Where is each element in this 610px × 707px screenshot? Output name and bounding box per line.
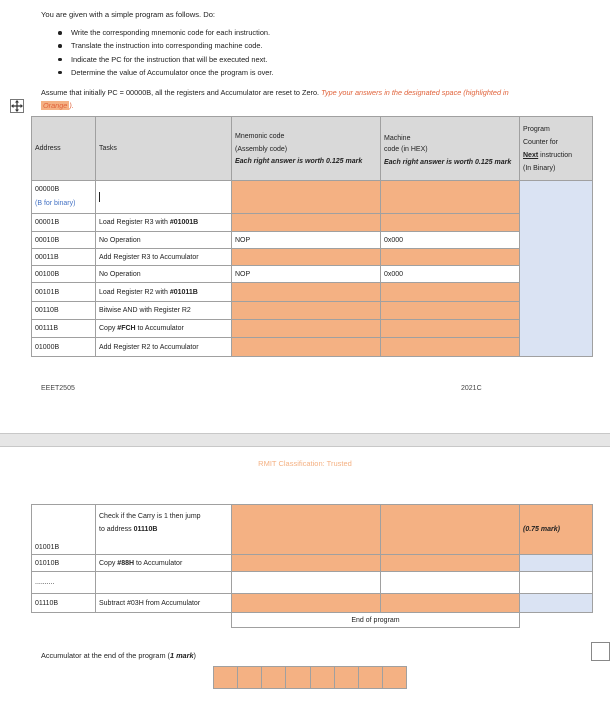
header-mnemonic xyxy=(232,117,381,181)
bullet-item: Translate the instruction into corresponding machine code. xyxy=(58,39,274,52)
address-cell: 00111B xyxy=(32,320,96,338)
address-cell: 00101B xyxy=(32,283,96,302)
table-row xyxy=(32,266,593,283)
program-table xyxy=(31,116,593,357)
table-row xyxy=(32,572,593,594)
header-mnemonic-line2: (Assembly code) xyxy=(235,146,288,153)
accumulator-bit-cell[interactable] xyxy=(262,667,286,688)
address-cell: 00011B xyxy=(32,249,96,266)
accumulator-answer-box[interactable] xyxy=(213,666,407,689)
table-row xyxy=(32,555,593,572)
empty-cell xyxy=(520,613,593,628)
table-row xyxy=(32,181,593,214)
address-cell: 00100B xyxy=(32,266,96,283)
address-cell: 01000B xyxy=(32,338,96,357)
mnemonic-answer-cell[interactable] xyxy=(232,302,381,320)
bullet-item: Determine the value of Accumulator once the program is over. xyxy=(58,66,274,79)
mnemonic-answer-cell[interactable] xyxy=(232,320,381,338)
task-cell: Add Register R3 to Accumulator xyxy=(96,249,232,266)
empty-cell xyxy=(96,613,232,628)
empty-cell xyxy=(520,572,593,594)
mnemonic-value: NOP xyxy=(232,266,381,283)
accumulator-bit-cell[interactable] xyxy=(214,667,238,688)
address-cell: 00110B xyxy=(32,302,96,320)
address-ellipsis: .......... xyxy=(32,572,96,594)
machine-answer-cell[interactable] xyxy=(381,302,520,320)
footer-semester: 2021C xyxy=(461,385,482,392)
table-move-handle-icon[interactable] xyxy=(10,99,24,113)
table-row xyxy=(32,613,593,628)
assumption-text xyxy=(41,86,586,112)
address-cell: 00001B xyxy=(32,214,96,232)
header-pc-next: Next xyxy=(523,151,539,159)
header-machine-worth: Each right answer is worth 0.125 mark xyxy=(384,159,512,166)
table-row xyxy=(32,214,593,232)
table-row xyxy=(32,232,593,249)
mnemonic-answer-cell[interactable] xyxy=(232,214,381,232)
accumulator-bit-cell[interactable] xyxy=(383,667,406,688)
header-pc-line4: (In Binary) xyxy=(523,164,556,172)
table-row xyxy=(32,594,593,613)
machine-answer-cell[interactable] xyxy=(381,320,520,338)
document-page-2 xyxy=(0,447,610,707)
header-pc-line3: instruction xyxy=(540,151,573,159)
empty-cell xyxy=(381,572,520,594)
pc-answer-cell[interactable] xyxy=(520,505,593,555)
mnemonic-answer-cell[interactable] xyxy=(232,181,381,214)
binary-note: (B for binary) xyxy=(35,200,76,207)
header-mnemonic-worth: Each right answer is worth 0.125 mark xyxy=(235,158,363,165)
mnemonic-answer-cell[interactable] xyxy=(232,283,381,302)
mnemonic-answer-cell[interactable] xyxy=(232,505,381,555)
header-machine-line2: code (in HEX) xyxy=(384,146,428,153)
table-row xyxy=(32,505,593,555)
header-address: Address xyxy=(32,117,96,181)
classification-label: RMIT Classification: Trusted xyxy=(258,459,352,468)
task-cell: Subtract #03H from Accumulator xyxy=(96,594,232,613)
task-cell: Copy #FCH to Accumulator xyxy=(96,320,232,338)
task-cell: Check if the Carry is 1 then jump to address 01110B xyxy=(96,505,232,555)
machine-answer-cell[interactable] xyxy=(381,505,520,555)
task-cell: Copy #88H to Accumulator xyxy=(96,555,232,572)
mnemonic-answer-cell[interactable] xyxy=(232,594,381,613)
table-row xyxy=(32,249,593,266)
mnemonic-answer-cell[interactable] xyxy=(232,555,381,572)
instruction-list xyxy=(58,26,274,79)
machine-answer-cell[interactable] xyxy=(381,181,520,214)
page-break xyxy=(0,433,610,447)
accumulator-label: Accumulator at the end of the program (1 mark) xyxy=(41,651,196,660)
machine-value: 0x000 xyxy=(381,232,520,249)
end-of-program: End of program xyxy=(232,613,520,628)
table-row xyxy=(32,320,593,338)
footer-course-code: EEET2505 xyxy=(41,385,75,392)
header-machine xyxy=(381,117,520,181)
bullet-item: Write the corresponding mnemonic code for each instruction. xyxy=(58,26,274,39)
header-tasks: Tasks xyxy=(96,117,232,181)
address-cell: 01001B xyxy=(32,505,96,555)
task-cell: Load Register R2 with #01011B xyxy=(96,283,232,302)
header-pc-line1: Program xyxy=(523,125,550,133)
task-cell: No Operation xyxy=(96,266,232,283)
pc-answer-cell[interactable] xyxy=(520,181,593,357)
mnemonic-answer-cell[interactable] xyxy=(232,249,381,266)
bullet-item: Indicate the PC for the instruction that will be executed next. xyxy=(58,53,274,66)
table-row xyxy=(32,283,593,302)
text-cursor xyxy=(99,192,100,202)
orange-word: Orange xyxy=(43,101,68,110)
machine-value: 0x000 xyxy=(381,266,520,283)
empty-cell xyxy=(232,572,381,594)
accumulator-bit-cell[interactable] xyxy=(359,667,383,688)
machine-answer-cell[interactable] xyxy=(381,594,520,613)
accumulator-bit-cell[interactable] xyxy=(286,667,310,688)
task-cell: No Operation xyxy=(96,232,232,249)
mnemonic-value: NOP xyxy=(232,232,381,249)
task-cell xyxy=(96,572,232,594)
machine-answer-cell[interactable] xyxy=(381,283,520,302)
pc-mark-label: (0.75 mark) xyxy=(523,526,560,533)
table-row xyxy=(32,338,593,357)
task-cell: Add Register R2 to Accumulator xyxy=(96,338,232,357)
machine-answer-cell[interactable] xyxy=(381,214,520,232)
mnemonic-answer-cell[interactable] xyxy=(232,338,381,357)
empty-cell xyxy=(32,613,96,628)
task-cell: Bitwise AND with Register R2 xyxy=(96,302,232,320)
accumulator-bit-cell[interactable] xyxy=(311,667,335,688)
address-cell: 00010B xyxy=(32,232,96,249)
task-cell: Load Register R3 with #01001B xyxy=(96,214,232,232)
address-cell: 01110B xyxy=(32,594,96,613)
assumption-plain: Assume that initially PC = 00000B, all the registers and Accumulator are reset to Zero. xyxy=(41,88,322,97)
table-header-row xyxy=(32,117,593,181)
accumulator-bit-cell[interactable] xyxy=(335,667,359,688)
machine-answer-cell[interactable] xyxy=(381,249,520,266)
first-address-cell xyxy=(32,181,96,214)
assumption-highlight: Type your answers in the designated space (highlighted in xyxy=(321,88,509,97)
program-table-continued xyxy=(31,504,593,628)
intro-text: You are given with a simple program as follows. Do: xyxy=(41,10,216,19)
header-pc-line2: Counter for xyxy=(523,138,559,146)
address-cell: 01010B xyxy=(32,555,96,572)
layout-options-box[interactable] xyxy=(591,642,610,661)
accumulator-bit-cell[interactable] xyxy=(238,667,262,688)
first-task-cell[interactable] xyxy=(96,181,232,214)
assumption-end: ). xyxy=(69,101,74,110)
header-pc xyxy=(520,117,593,181)
machine-answer-cell[interactable] xyxy=(381,338,520,357)
pc-answer-cell[interactable] xyxy=(520,594,593,613)
header-mnemonic-line1: Mnemonic code xyxy=(235,133,285,140)
machine-answer-cell[interactable] xyxy=(381,555,520,572)
pc-answer-cell[interactable] xyxy=(520,555,593,572)
header-machine-line1: Machine xyxy=(384,135,411,142)
table-row xyxy=(32,302,593,320)
first-address: 00000B xyxy=(35,186,60,193)
